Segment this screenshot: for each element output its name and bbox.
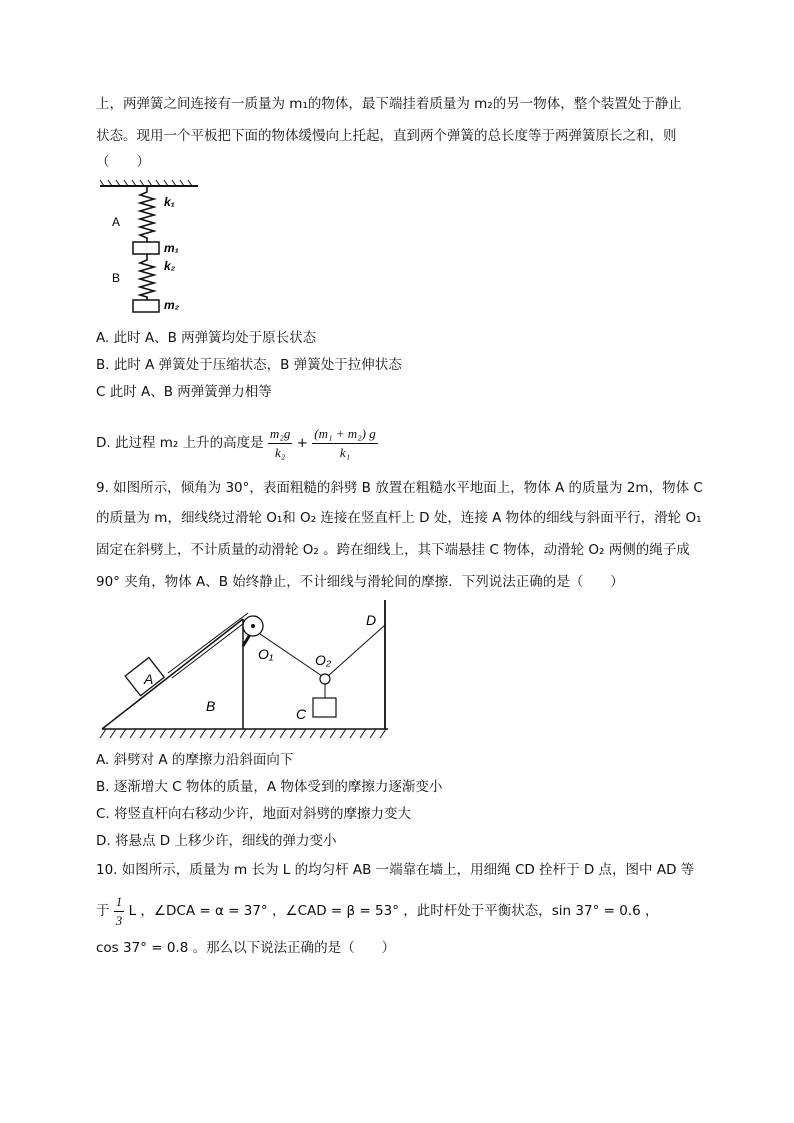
q8-stem-line2: 状态。现用一个平板把下面的物体缓慢向上托起，直到两个弹簧的总长度等于两弹簧原长之和，则	[96, 128, 677, 144]
q9-option-d[interactable]: D. 将悬点 D 上移少许，细线的弹力变小	[96, 833, 337, 849]
q9-line2: 的质量为 m，细线绕过滑轮 O₁和 O₂ 连接在竖直杆上 D 处，连接 A 物体的细线与斜面平行，滑轮 O₁	[96, 510, 702, 526]
label-block-b: B	[206, 698, 216, 714]
block-m2	[133, 300, 159, 312]
q10-line2-rest: L ，∠DCA = α = 37° ，∠CAD = β = 53° ，此时杆处于平衡状态，sin 37° = 0.6 ，	[128, 903, 659, 919]
rope-a-to-o1	[168, 613, 248, 673]
q8-option-b[interactable]: B. 此时 A 弹簧处于压缩状态，B 弹簧处于拉伸状态	[96, 357, 402, 373]
q8-option-d-prefix: D. 此过程 m₂ 上升的高度是	[96, 435, 264, 451]
q9-line3: 固定在斜劈上，不计质量的动滑轮 O₂ 。跨在细线上，其下端悬挂 C 物体，动滑轮 O₂ 两侧的绳子成	[96, 542, 690, 558]
label-m2: m₂	[164, 298, 180, 312]
label-b: B	[112, 271, 121, 285]
label-a: A	[112, 215, 121, 229]
label-k1: k₁	[164, 195, 175, 209]
q10-frac-numerator: 1	[114, 893, 125, 912]
q10-line1: 10. 如图所示，质量为 m 长为 L 的均匀杆 AB 一端靠在墙上，用细绳 CD 拴杆于 D 点，图中 AD 等	[96, 862, 695, 878]
q9-option-a[interactable]: A. 斜劈对 A 的摩擦力沿斜面向下	[96, 752, 294, 768]
label-pulley-o2: O₂	[315, 652, 332, 668]
q8-bracket: （ ）	[96, 154, 150, 170]
label-block-a: A	[144, 671, 154, 687]
incline-pulley-figure	[96, 598, 396, 750]
label-point-d: D	[366, 612, 377, 628]
incline-surface	[102, 619, 243, 729]
block-c	[313, 698, 336, 717]
spring-a	[140, 186, 154, 242]
q9-option-b[interactable]: B. 逐渐增大 C 物体的质量，A 物体受到的摩擦力逐渐变小	[96, 779, 443, 795]
frac1-numerator: m₂g	[268, 425, 292, 444]
q10-frac-denominator: 3	[115, 912, 123, 928]
q8-stem-line1: 上，两弹簧之间连接有一质量为 m₁的物体，最下端挂着质量为 m₂的另一物体，整个装置处于静止	[96, 96, 682, 112]
q9-option-c[interactable]: C. 将竖直杆向右移动少许，地面对斜劈的摩擦力变大	[96, 806, 412, 822]
q9-line1: 9. 如图所示，倾角为 30°，表面粗糙的斜劈 B 放置在粗糙水平地面上，物体 A 的质量为 2m，物体 C	[96, 480, 703, 496]
block-m1	[133, 242, 159, 254]
q10-line3: cos 37° = 0.8 。那么以下说法正确的是（ ）	[96, 940, 396, 956]
spring-figure	[100, 176, 210, 320]
q8-option-d[interactable]	[96, 424, 378, 462]
rope-o2-to-d	[328, 625, 385, 676]
label-k2: k₂	[164, 259, 176, 273]
frac1-denominator: k₂	[274, 444, 286, 460]
frac2-denominator: k₁	[339, 444, 351, 460]
q10-line2	[96, 892, 658, 930]
q8-option-c[interactable]: C 此时 A、B 两弹簧弹力相等	[96, 384, 272, 400]
plus-sign: +	[296, 435, 308, 451]
label-block-c: C	[296, 706, 307, 722]
spring-b	[140, 254, 154, 300]
label-pulley-o1: O₁	[258, 646, 274, 662]
frac2-numerator: (m₁ + m₂) g	[312, 425, 378, 444]
pulley-o2	[320, 674, 330, 684]
q8-option-a[interactable]: A. 此时 A、B 两弹簧均处于原长状态	[96, 330, 317, 346]
q9-line4: 90° 夹角，物体 A、B 始终静止，不计细线与滑轮间的摩擦．下列说法正确的是（ ）	[96, 574, 624, 590]
q10-line2-prefix: 于	[96, 903, 110, 919]
label-m1: m₁	[164, 241, 179, 255]
